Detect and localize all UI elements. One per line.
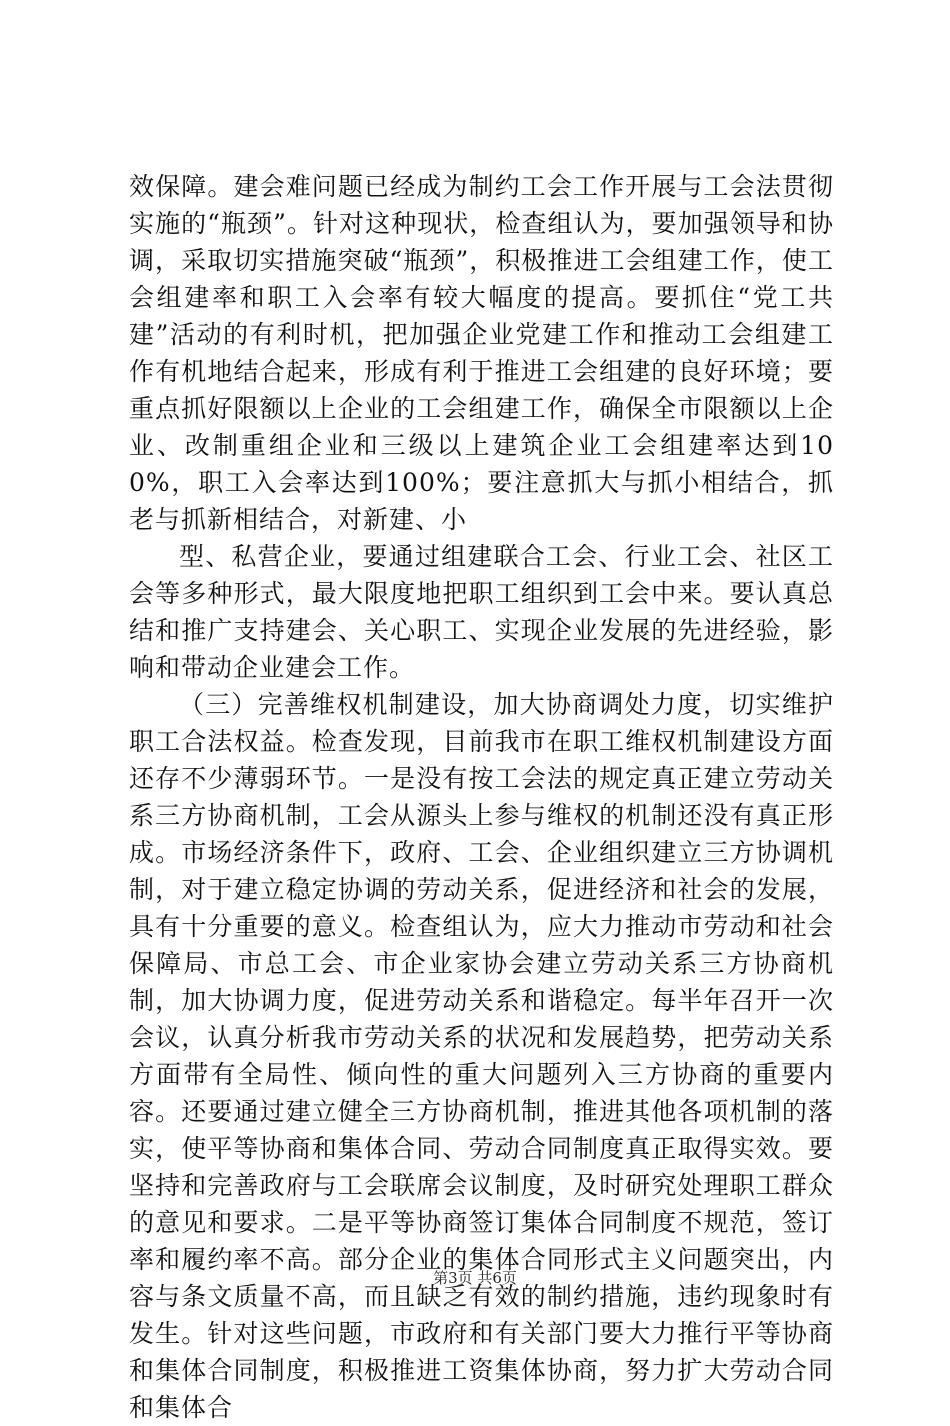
document-body (129, 168, 834, 1426)
paragraph: 型、私营企业，要通过组建联合工会、行业工会、社区工会等多种形式，最大限度地把职工组织到工会中来。要认真总结和推广支持建会、关心职工、实现企业发展的先进经验，影响和带动企业建会工作。 (129, 542, 834, 682)
paragraph-section-three: （三）完善维权机制建设，加大协商调处力度，切实维护职工合法权益。检查发现，目前我市在职工维权机制建设方面还存不少薄弱环节。一是没有按工会法的规定真正建立劳动关系三方协商机制，工会从源头上参与维权的机制还没有真正形成。市场经济条件下，政府、工会、企业组织建立三方协调机制，对于建立稳定协调的劳动关系，促进经济和社会的发展，具有十分重要的意义。检查组认为，应大力推动市劳动和社会保障局、市总工会、市企业家协会建立劳动关系三方协商机制，加大协调力度，促进劳动关系和谐稳定。每半年召开一次会议，认真分析我市劳动关系的状况和发展趋势，把劳动关系方面带有全局性、倾向性的重大问题列入三方协商的重要内容。还要通过建立健全三方协商机制，推进其他各项机制的落实，使平等协商和集体合同、劳动合同制度真正取得实效。要坚持和完善政府与工会联席会议制度，及时研究处理职工群众的意见和要求。二是平等协商签订集体合同制度不规范，签订率和履约率不高。部分企业的集体合同形式主义问题突出，内容与条文质量不高，而且缺乏有效的制约措施，违约现象时有发生。针对这些问题，市政府和有关部门要大力推行平等协商和集体合同制度，积极推进工资集体协商，努力扩大劳动合同和集体合 (129, 690, 834, 1422)
paragraph-continuation: 效保障。建会难问题已经成为制约工会工作开展与工会法贯彻实施的“瓶颈”。针对这种现状，检查组认为，要加强领导和协调，采取切实措施突破“瓶颈”，积极推进工会组建工作，使工会组建率和职工入会率有较大幅度的提高。要抓住“党工共建”活动的有利时机，把加强企业党建工作和推动工会组建工作有机地结合起来，形成有利于推进工会组建的良好环境；要重点抓好限额以上企业的工会组建工作，确保全市限额以上企业、改制重组企业和三级以上建筑企业工会组建率达到100%，职工入会率达到100%；要注意抓大与抓小相结合，抓老与抓新相结合，对新建、小 (129, 172, 834, 534)
page-number-footer: 第3页 共6页 (433, 1269, 517, 1287)
